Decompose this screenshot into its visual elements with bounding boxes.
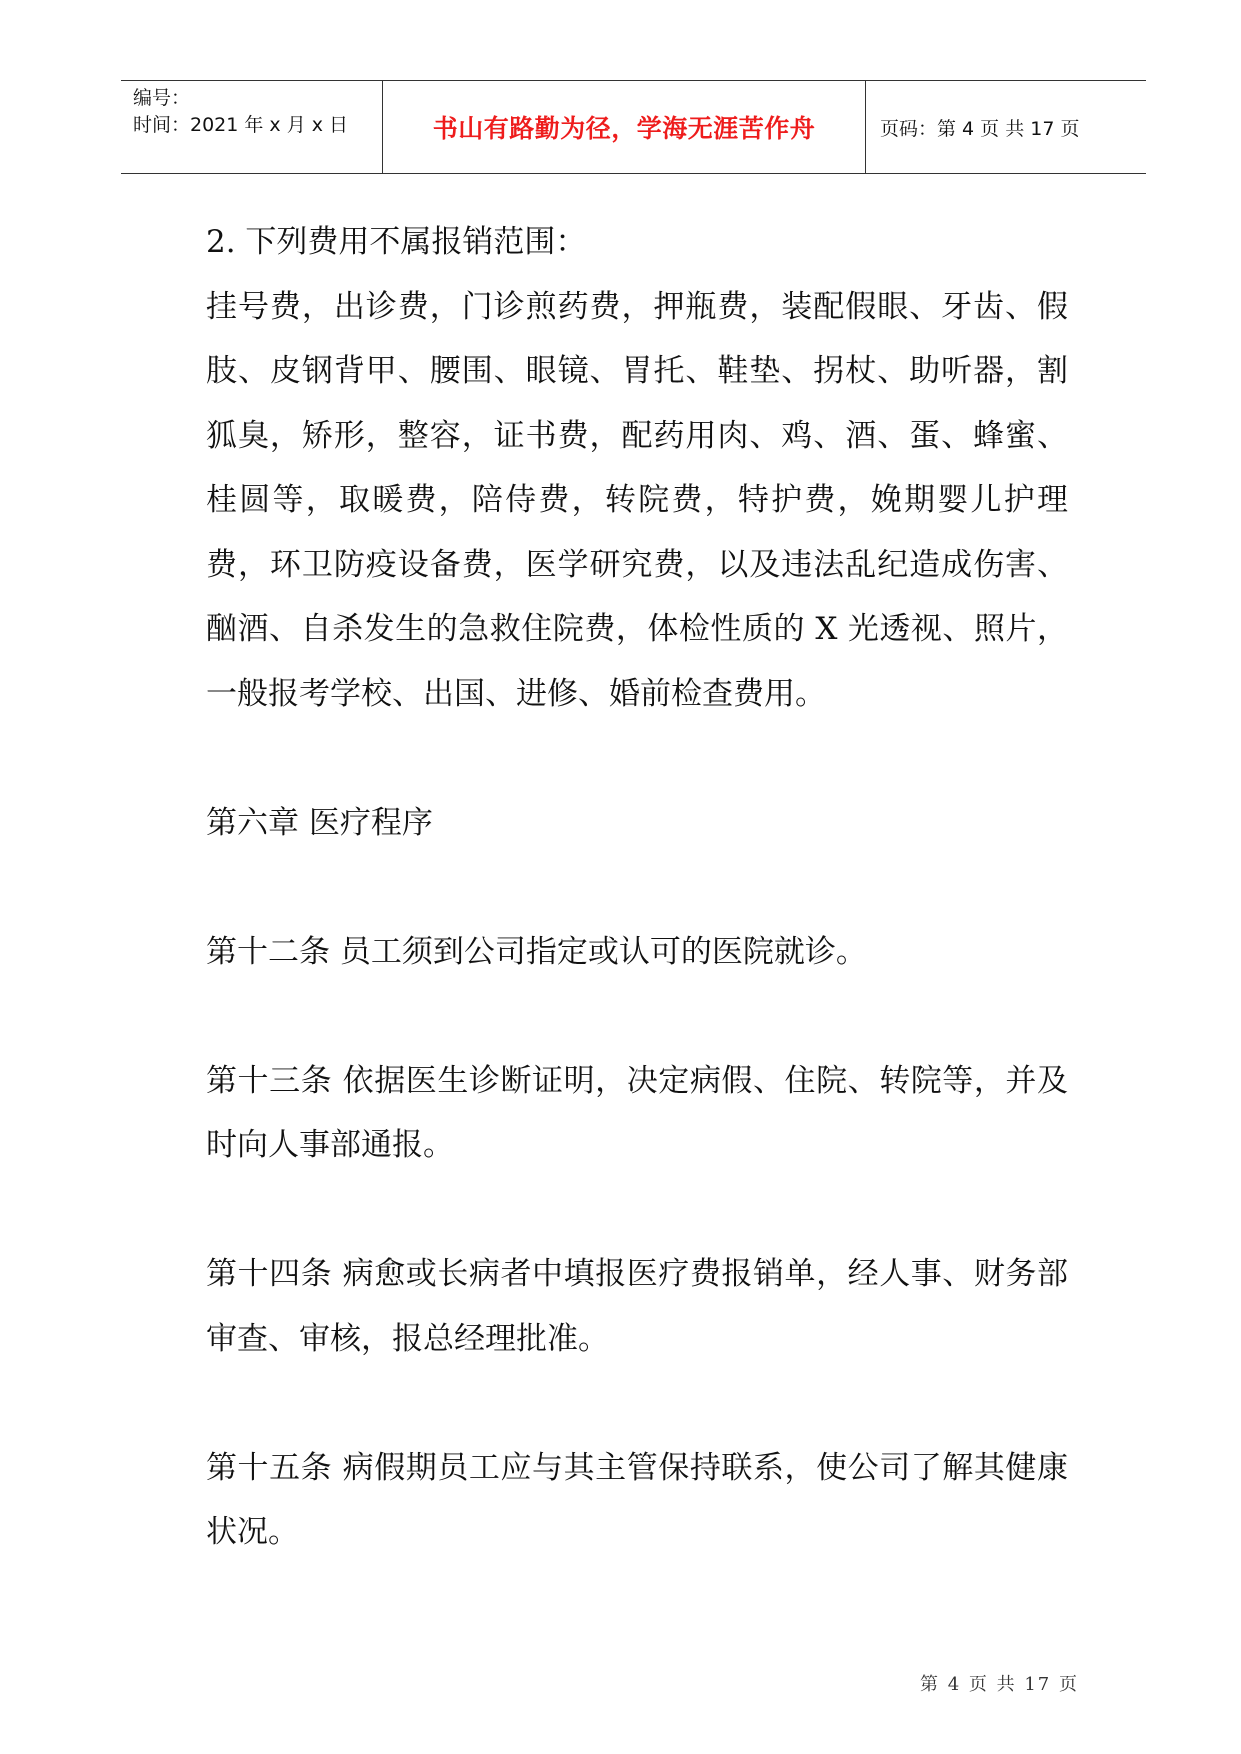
- header-middle-cell: [382, 81, 866, 173]
- paragraph-gap: [206, 1178, 1068, 1243]
- page-footer: 第 4 页 共 17 页: [920, 1674, 1079, 1695]
- chapter-6-heading: 第六章 医疗程序: [206, 804, 433, 841]
- paragraph-gap: [206, 726, 1068, 791]
- paragraph-gap: [206, 1371, 1068, 1436]
- document-date-label: 时间：2021 年 x 月 x 日: [133, 114, 349, 136]
- header-motto: 书山有路勤为径，学海无涯苦作舟: [432, 114, 816, 143]
- article-14: 第十四条 病愈或长病者中填报医疗费报销单，经人事、财务部审查、审核，报总经理批准。: [206, 1256, 1068, 1357]
- item-2-title: 2. 下列费用不属报销范围：: [206, 224, 587, 260]
- document-body: [206, 210, 1068, 1565]
- paragraph-gap: [206, 984, 1068, 1049]
- item-2-text: 挂号费，出诊费，门诊煎药费，押瓶费，装配假眼、牙齿、假肢、皮钢背甲、腰围、眼镜、胃托、鞋垫、拐杖、助听器，割狐臭，矫形，整容，证书费，配药用肉、鸡、酒、蛋、蜂蜜、桂圆等，取暖费，陪侍费，转院费，特护费，娩期婴儿护理费，环卫防疫设备费，医学研究费，以及违法乱纪造成伤害、酗酒、自杀发生的急救住院费，体检性质的 X 光透视、照片，一般报考学校、出国、进修、婚前检查费用。: [206, 288, 1068, 712]
- paragraph-gap: [206, 855, 1068, 920]
- article-13: 第十三条 依据医生诊断证明，决定病假、住院、转院等，并及时向人事部通报。: [206, 1062, 1068, 1163]
- header-right-cell: [866, 81, 1146, 173]
- header-page-number: 页码：第 4 页 共 17 页: [880, 117, 1080, 140]
- document-number-label: 编号：: [133, 87, 191, 109]
- page-header: [121, 80, 1146, 174]
- article-12: 第十二条 员工须到公司指定或认可的医院就诊。: [206, 933, 867, 970]
- article-15: 第十五条 病假期员工应与其主管保持联系，使公司了解其健康状况。: [206, 1449, 1068, 1550]
- header-left-cell: [121, 81, 382, 173]
